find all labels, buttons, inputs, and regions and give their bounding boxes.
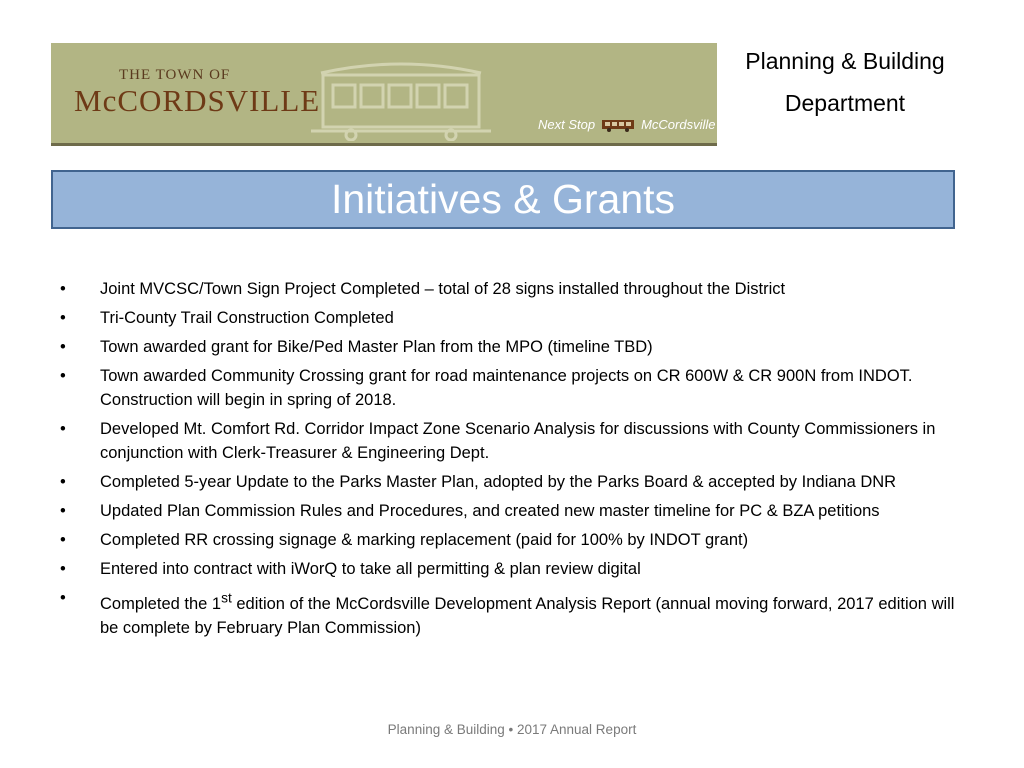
title-banner bbox=[51, 170, 955, 229]
logo-tag-right: McCordsville bbox=[641, 117, 716, 132]
list-item bbox=[60, 306, 960, 330]
bullet-icon: • bbox=[60, 367, 66, 385]
list-item-text: Completed 5-year Update to the Parks Master Plan, adopted by the Parks Board & accepted by Indiana DNR bbox=[100, 473, 897, 491]
slide-footer: Planning & Building • 2017 Annual Report bbox=[387, 722, 637, 737]
list-item bbox=[60, 277, 960, 301]
trolley-icon bbox=[301, 53, 501, 141]
list-item-text: Entered into contract with iWorQ to take all permitting & plan review digital bbox=[100, 560, 641, 578]
list-item bbox=[60, 470, 960, 494]
bullet-icon: • bbox=[60, 473, 66, 491]
list-item-text-start: Completed the 1 bbox=[100, 594, 222, 613]
list-item bbox=[60, 557, 960, 581]
list-item-text: Town awarded Community Crossing grant for road maintenance projects on CR 600W & CR 900N from INDOT. Construction will begin in spring of 2018. bbox=[100, 367, 913, 409]
list-item bbox=[60, 364, 960, 412]
bullet-icon: • bbox=[60, 280, 66, 298]
small-trolley-icon bbox=[601, 118, 635, 132]
list-item-text: Developed Mt. Comfort Rd. Corridor Impact Zone Scenario Analysis for discussions with County Commissioners in conjunction with Clerk-Treasurer & Engineering Dept. bbox=[100, 420, 936, 462]
list-item bbox=[60, 417, 960, 465]
bullet-icon: • bbox=[60, 589, 66, 607]
logo-line-1: THE TOWN OF bbox=[119, 67, 231, 83]
bullet-icon: • bbox=[60, 420, 66, 438]
list-item-text bbox=[100, 590, 955, 637]
town-logo bbox=[51, 43, 717, 146]
bullet-icon: • bbox=[60, 560, 66, 578]
bullet-icon: • bbox=[60, 338, 66, 356]
ordinal-suffix: st bbox=[221, 590, 232, 605]
logo-tagline bbox=[538, 117, 716, 132]
department-line-1: Planning & Building bbox=[745, 48, 945, 74]
list-item-text: Updated Plan Commission Rules and Procedures, and created new master timeline for PC & BZA petitions bbox=[100, 502, 880, 520]
list-item bbox=[60, 499, 960, 523]
list-item-text: Tri-County Trail Construction Completed bbox=[100, 309, 394, 327]
list-item bbox=[60, 586, 960, 640]
list-item bbox=[60, 528, 960, 552]
list-item-text: Town awarded grant for Bike/Ped Master Plan from the MPO (timeline TBD) bbox=[100, 338, 653, 356]
list-item-text: Joint MVCSC/Town Sign Project Completed – total of 28 signs installed throughout the District bbox=[100, 280, 786, 298]
list-item bbox=[60, 335, 960, 359]
list-item-text-end: edition of the McCordsville Development Analysis Report (annual moving forward, 2017 edition will be complete by February Plan Commission) bbox=[100, 594, 955, 637]
department-line-2: Department bbox=[784, 90, 906, 116]
bullet-icon: • bbox=[60, 502, 66, 520]
bullet-icon: • bbox=[60, 309, 66, 327]
slide-title: Initiatives & Grants bbox=[330, 176, 676, 222]
logo-tag-left: Next Stop bbox=[538, 117, 596, 132]
department-heading bbox=[725, 40, 965, 124]
logo-line-2: McCORDSVILLE bbox=[74, 83, 321, 118]
list-item-text: Completed RR crossing signage & marking replacement (paid for 100% by INDOT grant) bbox=[100, 531, 749, 549]
bullet-icon: • bbox=[60, 531, 66, 549]
initiatives-list bbox=[60, 277, 960, 645]
